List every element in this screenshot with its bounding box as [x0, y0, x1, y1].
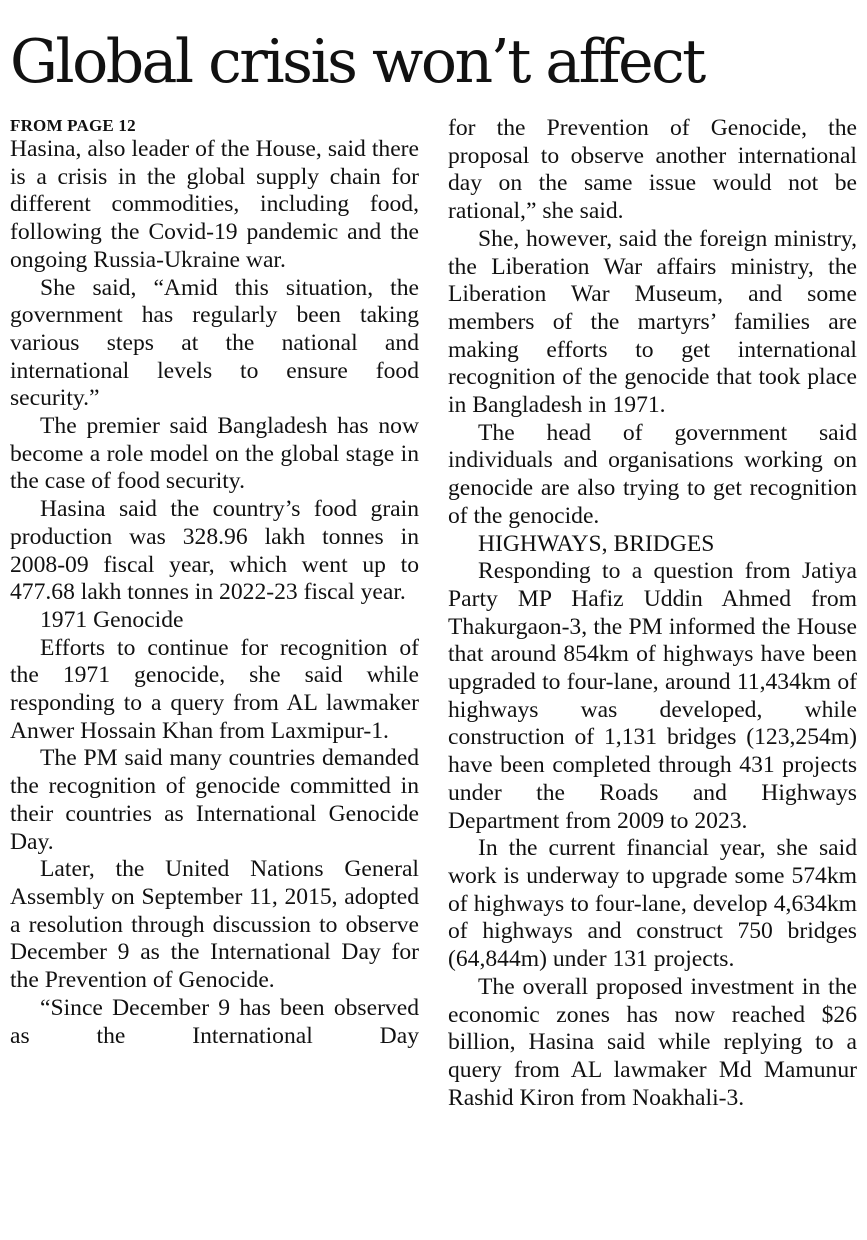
paragraph: The head of government said individuals and organisations working on genocide are also trying to get recognition of the genocide.: [448, 419, 857, 529]
paragraph: Responding to a question from Jatiya Party MP Hafiz Uddin Ahmed from Thakurgaon-3, the PM informed the House that around 854km of highways have been upgraded to four-lane, around 11,434km of highways was developed, while construction of 1,131 bridges (123,254m) have been completed through 431 projects under the Roads and Highways Department from 2009 to 2023.: [448, 558, 857, 834]
article-column-right: [448, 115, 857, 1112]
paragraph-continuation: for the Prevention of Genocide, the proposal to observe another international day on the same issue would not be rational,” she said.: [448, 115, 857, 225]
paragraph: She, however, said the foreign ministry, the Liberation War affairs ministry, the Liberation War Museum, and some members of the martyrs’ families are making efforts to get international recognition of the genocide that took place in Bangladesh in 1971.: [448, 225, 857, 419]
paragraph: Later, the United Nations General Assembly on September 11, 2015, adopted a resolution through discussion to observe December 9 as the International Day for the Prevention of Genocide.: [10, 856, 419, 994]
paragraph: The premier said Bangladesh has now become a role model on the global stage in the case of food security.: [10, 413, 419, 495]
paragraph: The PM said many countries demanded the recognition of genocide committed in their countries as International Genocide Day.: [10, 745, 419, 855]
paragraph: “Since December 9 has been observed as the International Day: [10, 994, 419, 1049]
subhead-1971-genocide: 1971 Genocide: [40, 606, 184, 633]
paragraph: Hasina, also leader of the House, said there is a crisis in the global supply chain for different commodities, including food, following the Covid-19 pandemic and the ongoing Russia-Ukraine war.: [10, 136, 419, 273]
subhead-highways-bridges: HIGHWAYS, BRIDGES: [478, 530, 715, 557]
headline: Global crisis won’t affect: [10, 27, 704, 97]
dateline: FROM PAGE 12: [10, 116, 136, 135]
paragraph: Efforts to continue for recognition of the 1971 genocide, she said while responding to a query from AL lawmaker Anwer Hossain Khan from Laxmipur-1.: [10, 634, 419, 744]
paragraph: The overall proposed investment in the economic zones has now reached $26 billion, Hasina said while replying to a query from AL lawmaker Md Mamunur Rashid Kiron from Noakhali-3.: [448, 973, 857, 1111]
paragraph: Hasina said the country’s food grain production was 328.96 lakh tonnes in 2008-09 fiscal year, which went up to 477.68 lakh tonnes in 2022-23 fiscal year.: [10, 496, 419, 606]
paragraph: In the current financial year, she said work is underway to upgrade some 574km of highways to four-lane, develop 4,634km of highways and construct 750 bridges (64,844m) under 131 projects.: [448, 835, 857, 973]
paragraph: She said, “Amid this situation, the government has regularly been taking various steps at the national and international levels to ensure food security.”: [10, 274, 419, 412]
article-column-left: [10, 115, 419, 1050]
